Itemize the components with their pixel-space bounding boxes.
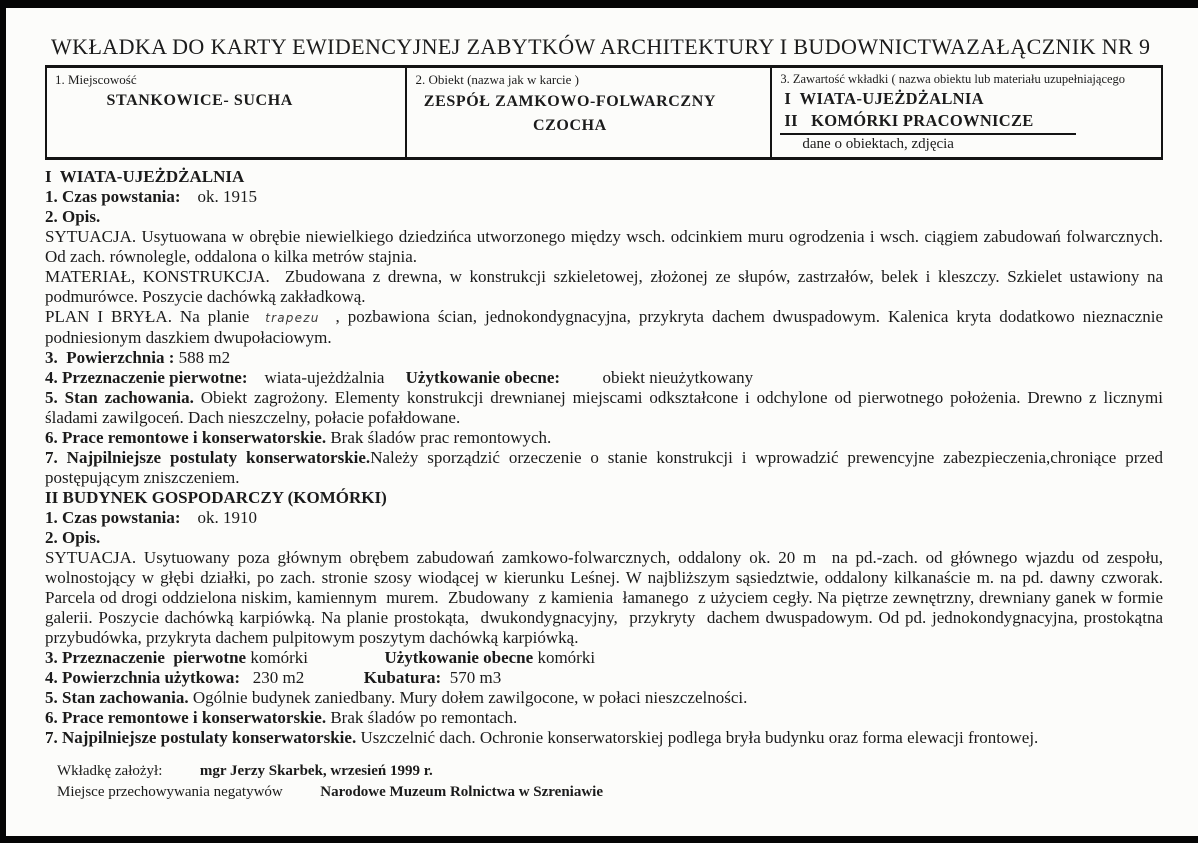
body-paragraph [45, 648, 1163, 668]
body-paragraph [45, 207, 1163, 227]
body-paragraph [45, 307, 1168, 348]
text-segment: Kubatura: [363, 668, 442, 687]
text-segment: 5. Stan zachowania. [45, 388, 194, 407]
body-paragraph [45, 508, 1163, 528]
field-value-miejscowosc: STANKOWICE- SUCHA [106, 92, 293, 109]
text-segment: SYTUACJA. Usytuowany poza głównym obrębem zabudowań zamkowo-folwarcznych, oddalony ok. 20 m na pd.-zach. od głównego wjazdu od zespołu, wolnostojący w głębi działki, po zach. stronie szosy wiodącej w kierunku Leśnej. W najbliższym sąsiedztwie, oddalony kilkanaście m. na pd. dawny czworak. Parcela od drogi oddzielona niskim, kamiennym murem. Zbudowany z kamienia łamanego z użyciem cegły. Na piętrze zewnętrzny, drewniany ganek w formie galerii. Poszycie dachówką karpiówką. Na planie prostokąta, dwukondygnacyjny, przykryty dachem dwuspadowym. Od pd. jednokondygnacyjna, prostokątna przybudówka, przykryta dachem pulpitowym poszytym dachówką karpiówką. [45, 548, 1168, 647]
text-segment: wiata-ujeżdżalnia [247, 368, 406, 387]
content-item-1: I WIATA-UJEŻDŻALNIA [784, 89, 984, 108]
header-table [45, 68, 1163, 160]
content-note-divider [780, 133, 1076, 153]
text-segment: Obiekt zagrożony. Elementy konstrukcji drewnianej miejscami odkształcone i odchylone od pierwotnego położenia. Drewno z licznymi śladami zawilgoceń. Dach nieszczelny, połacie pofałdowane. [45, 388, 1168, 427]
text-segment: MATERIAŁ, KONSTRUKCJA. Zbudowana z drewna, w konstrukcji szkieletowej, złożonej ze słupów, zastrzałów, belek i kleszczy. Szkielet ustawiony na podmurówce. Poszycie dachówką zakładkową. [45, 267, 1168, 306]
text-segment: ok. 1915 [180, 187, 258, 206]
cell-zawartosc [771, 68, 1162, 159]
text-segment: Narodowe Muzeum Rolnictwa w Szreniawie [320, 784, 603, 800]
body-paragraph [45, 448, 1168, 488]
text-segment: Uszczelnić dach. Ochronie konserwatorskiej podlega bryła budynku oraz forma elewacji frontowej. [356, 728, 1039, 747]
scan-edge-left [0, 0, 6, 843]
text-segment: Użytkowanie obecne: [405, 368, 561, 387]
body-text [45, 167, 1168, 748]
text-segment: obiekt nieużytkowany [560, 368, 754, 387]
cell-obiekt [406, 68, 771, 159]
cell-miejscowosc [46, 68, 406, 159]
text-segment: ok. 1910 [180, 508, 258, 527]
footer-line [57, 782, 1163, 803]
footer [57, 761, 1163, 803]
handwritten-text: trapezu [265, 311, 320, 325]
text-segment: II BUDYNEK GOSPODARCZY (KOMÓRKI) [45, 488, 387, 507]
field-label-zawartosc: 3. Zawartość wkładki ( nazwa obiektu lub materiału uzupełniającego [780, 72, 1126, 86]
body-paragraph [45, 668, 1163, 688]
text-segment: komórki [533, 648, 596, 667]
body-paragraph [45, 548, 1168, 648]
page-content [45, 8, 1168, 803]
body-paragraph [45, 688, 1163, 708]
body-paragraph [45, 388, 1168, 428]
text-segment: 7. Najpilniejsze postulaty konserwatorskie. [45, 728, 357, 747]
attachment-number: ZAŁĄCZNIK NR 9 [966, 34, 1151, 59]
body-paragraph [45, 348, 1163, 368]
text-segment: 3. Przeznaczenie pierwotne [45, 648, 247, 667]
text-segment: 3. Powierzchnia : [45, 348, 175, 367]
text-segment: Wkładkę założył: [57, 763, 200, 779]
scan-edge-bottom [0, 836, 1198, 843]
text-segment: 1. Czas powstania: [45, 508, 181, 527]
text-segment: komórki [246, 648, 385, 667]
footer-line [57, 761, 1163, 782]
text-segment: , pozbawiona ścian, jednokondygnacyjna, przykryta dachem dwuspadowym. Kalenica kryta dodatkowo nieznacznie podniesionym daszkiem dwupołaciowym. [45, 307, 1168, 347]
text-segment: 2. Opis. [45, 528, 101, 547]
text-segment: Brak śladów po remontach. [326, 708, 518, 727]
object-name-line2: CZOCHA [533, 117, 607, 134]
body-paragraph [45, 428, 1163, 448]
object-name-line1: ZESPÓŁ ZAMKOWO-FOLWARCZNY [423, 93, 717, 110]
text-segment: 588 m2 [174, 348, 231, 367]
text-segment: 1. Czas powstania: [45, 187, 181, 206]
field-label-obiekt: 2. Obiekt (nazwa jak w karcie ) [415, 72, 579, 87]
body-paragraph [45, 167, 1163, 187]
text-segment: Należy sporządzić orzeczenie o stanie konstrukcji i wprowadzić prewencyjne zabezpieczenia,chroniące przed postępującym zniszczeniem. [45, 448, 1168, 487]
scan-edge-top [0, 0, 1198, 8]
body-paragraph [45, 488, 1163, 508]
text-segment: Brak śladów prac remontowych. [326, 428, 552, 447]
text-segment: 4. Przeznaczenie pierwotne: [45, 368, 248, 387]
text-segment: 4. Powierzchnia użytkowa: [45, 668, 241, 687]
text-segment: 5. Stan zachowania. [45, 688, 189, 707]
content-item-2: II KOMÓRKI PRACOWNICZE [784, 111, 1034, 130]
text-segment: 570 m3 [441, 668, 502, 687]
body-paragraph [45, 187, 1163, 207]
body-paragraph [45, 528, 1163, 548]
body-paragraph [45, 728, 1163, 748]
field-value-obiekt [415, 90, 764, 138]
text-segment: 2. Opis. [45, 207, 101, 226]
body-paragraph [45, 368, 1163, 388]
text-segment: 230 m2 [240, 668, 364, 687]
text-segment: SYTUACJA. Usytuowana w obrębie niewielkiego dziedzińca utworzonego między wsch. odcinkiem muru ogrodzenia i wsch. ciągiem zabudowań folwarcznych. Od zach. równolegle, oddalona o kilka metrów stajnia. [45, 227, 1168, 266]
body-paragraph [45, 227, 1168, 267]
body-paragraph [45, 267, 1168, 307]
body-paragraph [45, 708, 1163, 728]
field-label-miejscowosc: 1. Miejscowość [55, 72, 137, 87]
document-title-row [45, 34, 1163, 68]
header-table-row [46, 68, 1162, 159]
content-note: dane o obiektach, zdjęcia [802, 136, 954, 152]
text-segment: PLAN I BRYŁA. Na planie [45, 307, 266, 326]
text-segment: Użytkowanie obecne [384, 648, 534, 667]
text-segment: 6. Prace remontowe i konserwatorskie. [45, 708, 327, 727]
text-segment: I WIATA-UJEŻDŻALNIA [45, 167, 245, 186]
text-segment: Miejsce przechowywania negatywów [57, 784, 321, 800]
text-segment: 6. Prace remontowe i konserwatorskie. [45, 428, 327, 447]
document-title: WKŁADKA DO KARTY EWIDENCYJNEJ ZABYTKÓW ARCHITEKTURY I BUDOWNICTWA [51, 34, 967, 59]
text-segment: mgr Jerzy Skarbek, wrzesień 1999 r. [199, 763, 433, 779]
text-segment: Ogólnie budynek zaniedbany. Mury dołem zawilgocone, w połaci nieszczelności. [188, 688, 748, 707]
text-segment: 7. Najpilniejsze postulaty konserwatorskie. [45, 448, 371, 467]
